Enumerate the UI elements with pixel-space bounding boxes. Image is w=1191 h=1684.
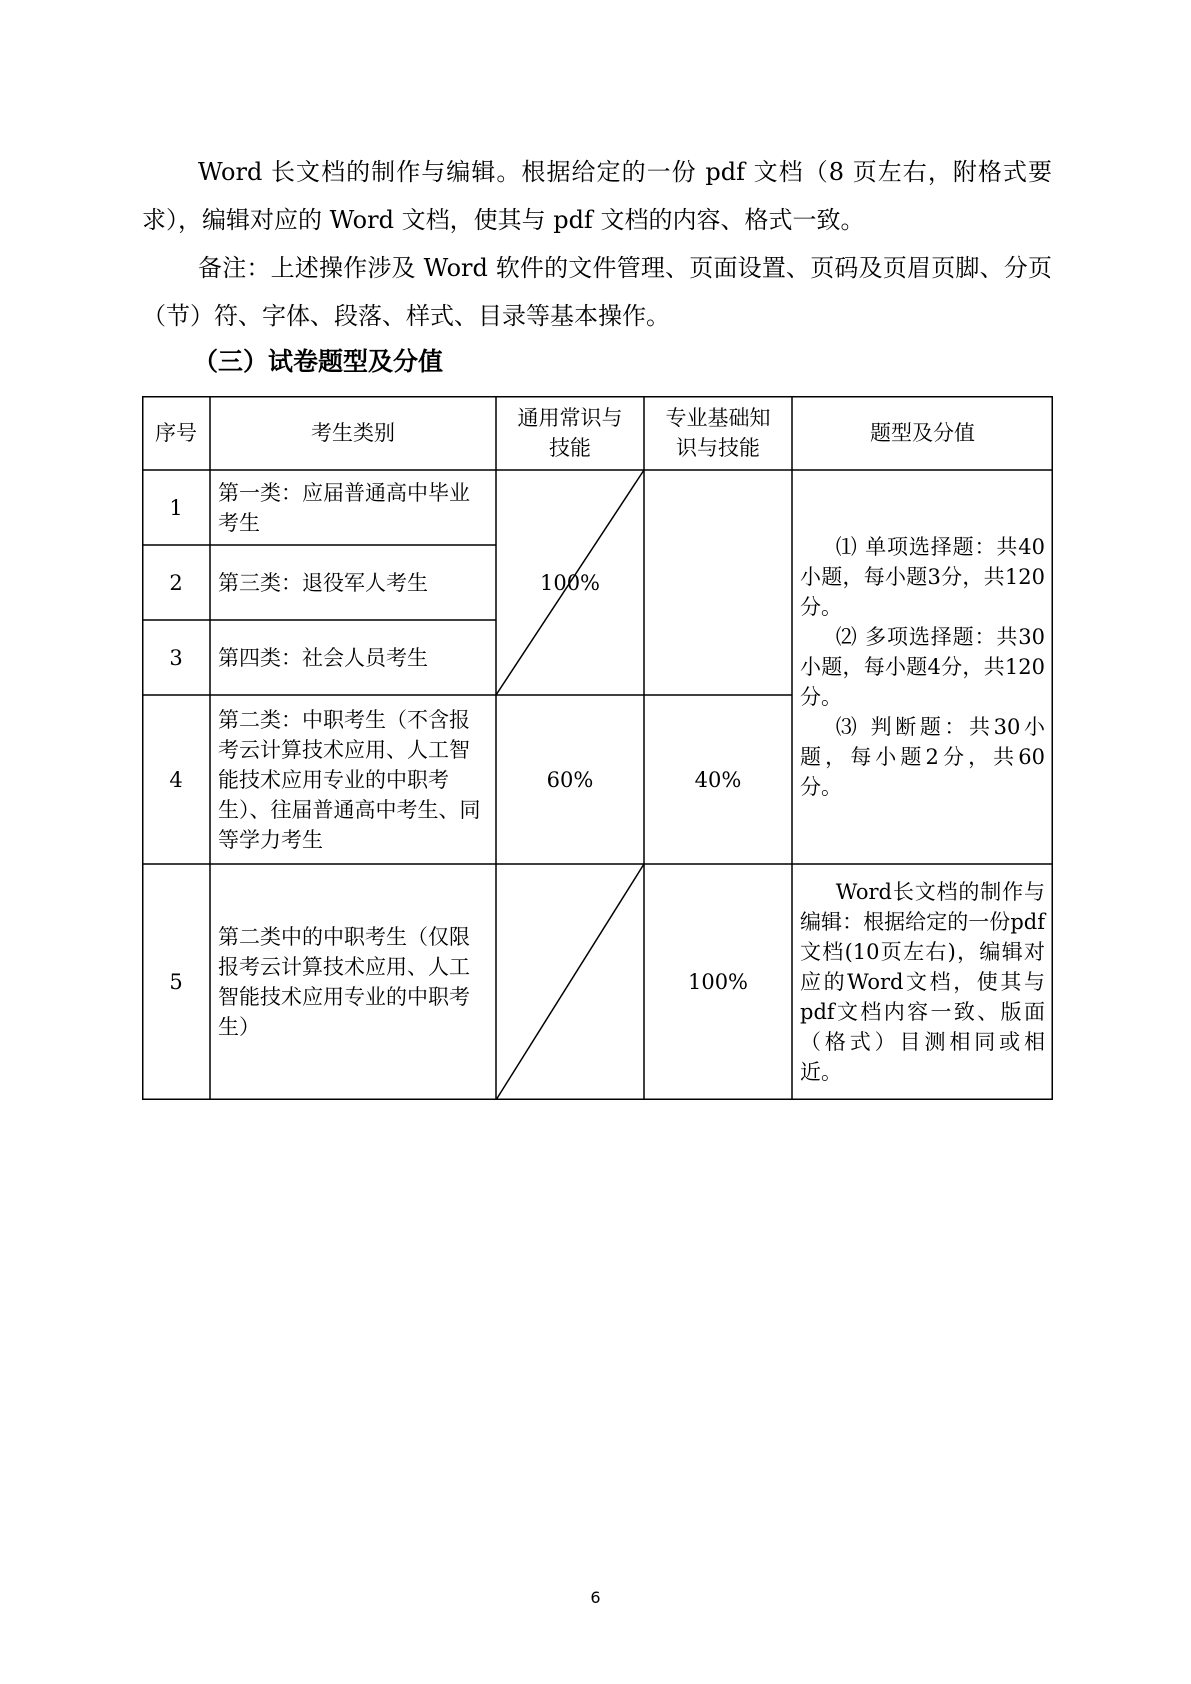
row-4-no: 4	[169, 767, 183, 792]
diagonal-slash-row-5	[496, 864, 644, 1100]
row-2-no: 2	[169, 570, 183, 595]
header-professional: 专业基础知识与技能	[665, 406, 771, 460]
row-3-category: 第四类：社会人员考生	[218, 645, 428, 670]
header-category: 考生类别	[311, 421, 395, 445]
page-number: 6	[590, 1588, 601, 1607]
question-type-single-choice: ⑴ 单项选择题：共40小题，每小题3分，共120分。	[800, 535, 1045, 619]
general-value-rows-1-3: 100%	[539, 570, 601, 595]
row-5-no: 5	[169, 970, 183, 994]
question-type-true-false: ⑶ 判断题：共30小题，每小题2分，共60分。	[800, 715, 1045, 799]
row-3-no: 3	[169, 645, 183, 670]
row-2-category: 第三类：退役军人考生	[218, 570, 428, 595]
paragraph-remark: 备注：上述操作涉及 Word 软件的文件管理、页面设置、页码及页眉页脚、分页（节）符、字体、段落、样式、目录等基本操作。	[142, 254, 1052, 330]
row-4-category: 第二类：中职考生（不含报考云计算技术应用、人工智能技术应用专业的中职考生）、往届普通高中考生、同等学力考生	[218, 707, 481, 852]
paragraph-word-task: Word 长文档的制作与编辑。根据给定的一份 pdf 文档（8 页左右，附格式要求），编辑对应的 Word 文档，使其与 pdf 文档的内容、格式一致。	[142, 158, 1052, 234]
score-table	[142, 396, 1053, 1100]
row-1-category: 第一类：应届普通高中毕业考生	[218, 480, 470, 535]
row-1-no: 1	[169, 495, 183, 520]
header-general: 通用常识与技能	[517, 406, 623, 460]
professional-value-row-4: 40%	[694, 767, 742, 792]
general-value-row-4: 60%	[546, 767, 594, 792]
header-no: 序号	[155, 421, 197, 445]
question-type-multiple-choice: ⑵ 多项选择题：共30小题，每小题4分，共120分。	[800, 625, 1045, 709]
question-types-row-5: Word长文档的制作与编辑：根据给定的一份pdf文档(10页左右)，编辑对应的Word文档，使其与pdf文档内容一致、版面（格式）目测相同或相近。	[800, 880, 1045, 1084]
header-question-types: 题型及分值	[870, 421, 975, 445]
professional-value-row-5: 100%	[687, 970, 749, 994]
question-types-rows-1-4	[792, 470, 1053, 864]
row-5-category: 第二类中的中职考生（仅限报考云计算技术应用、人工智能技术应用专业的中职考生）	[218, 925, 470, 1039]
section-heading: （三）试卷题型及分值	[193, 347, 444, 376]
